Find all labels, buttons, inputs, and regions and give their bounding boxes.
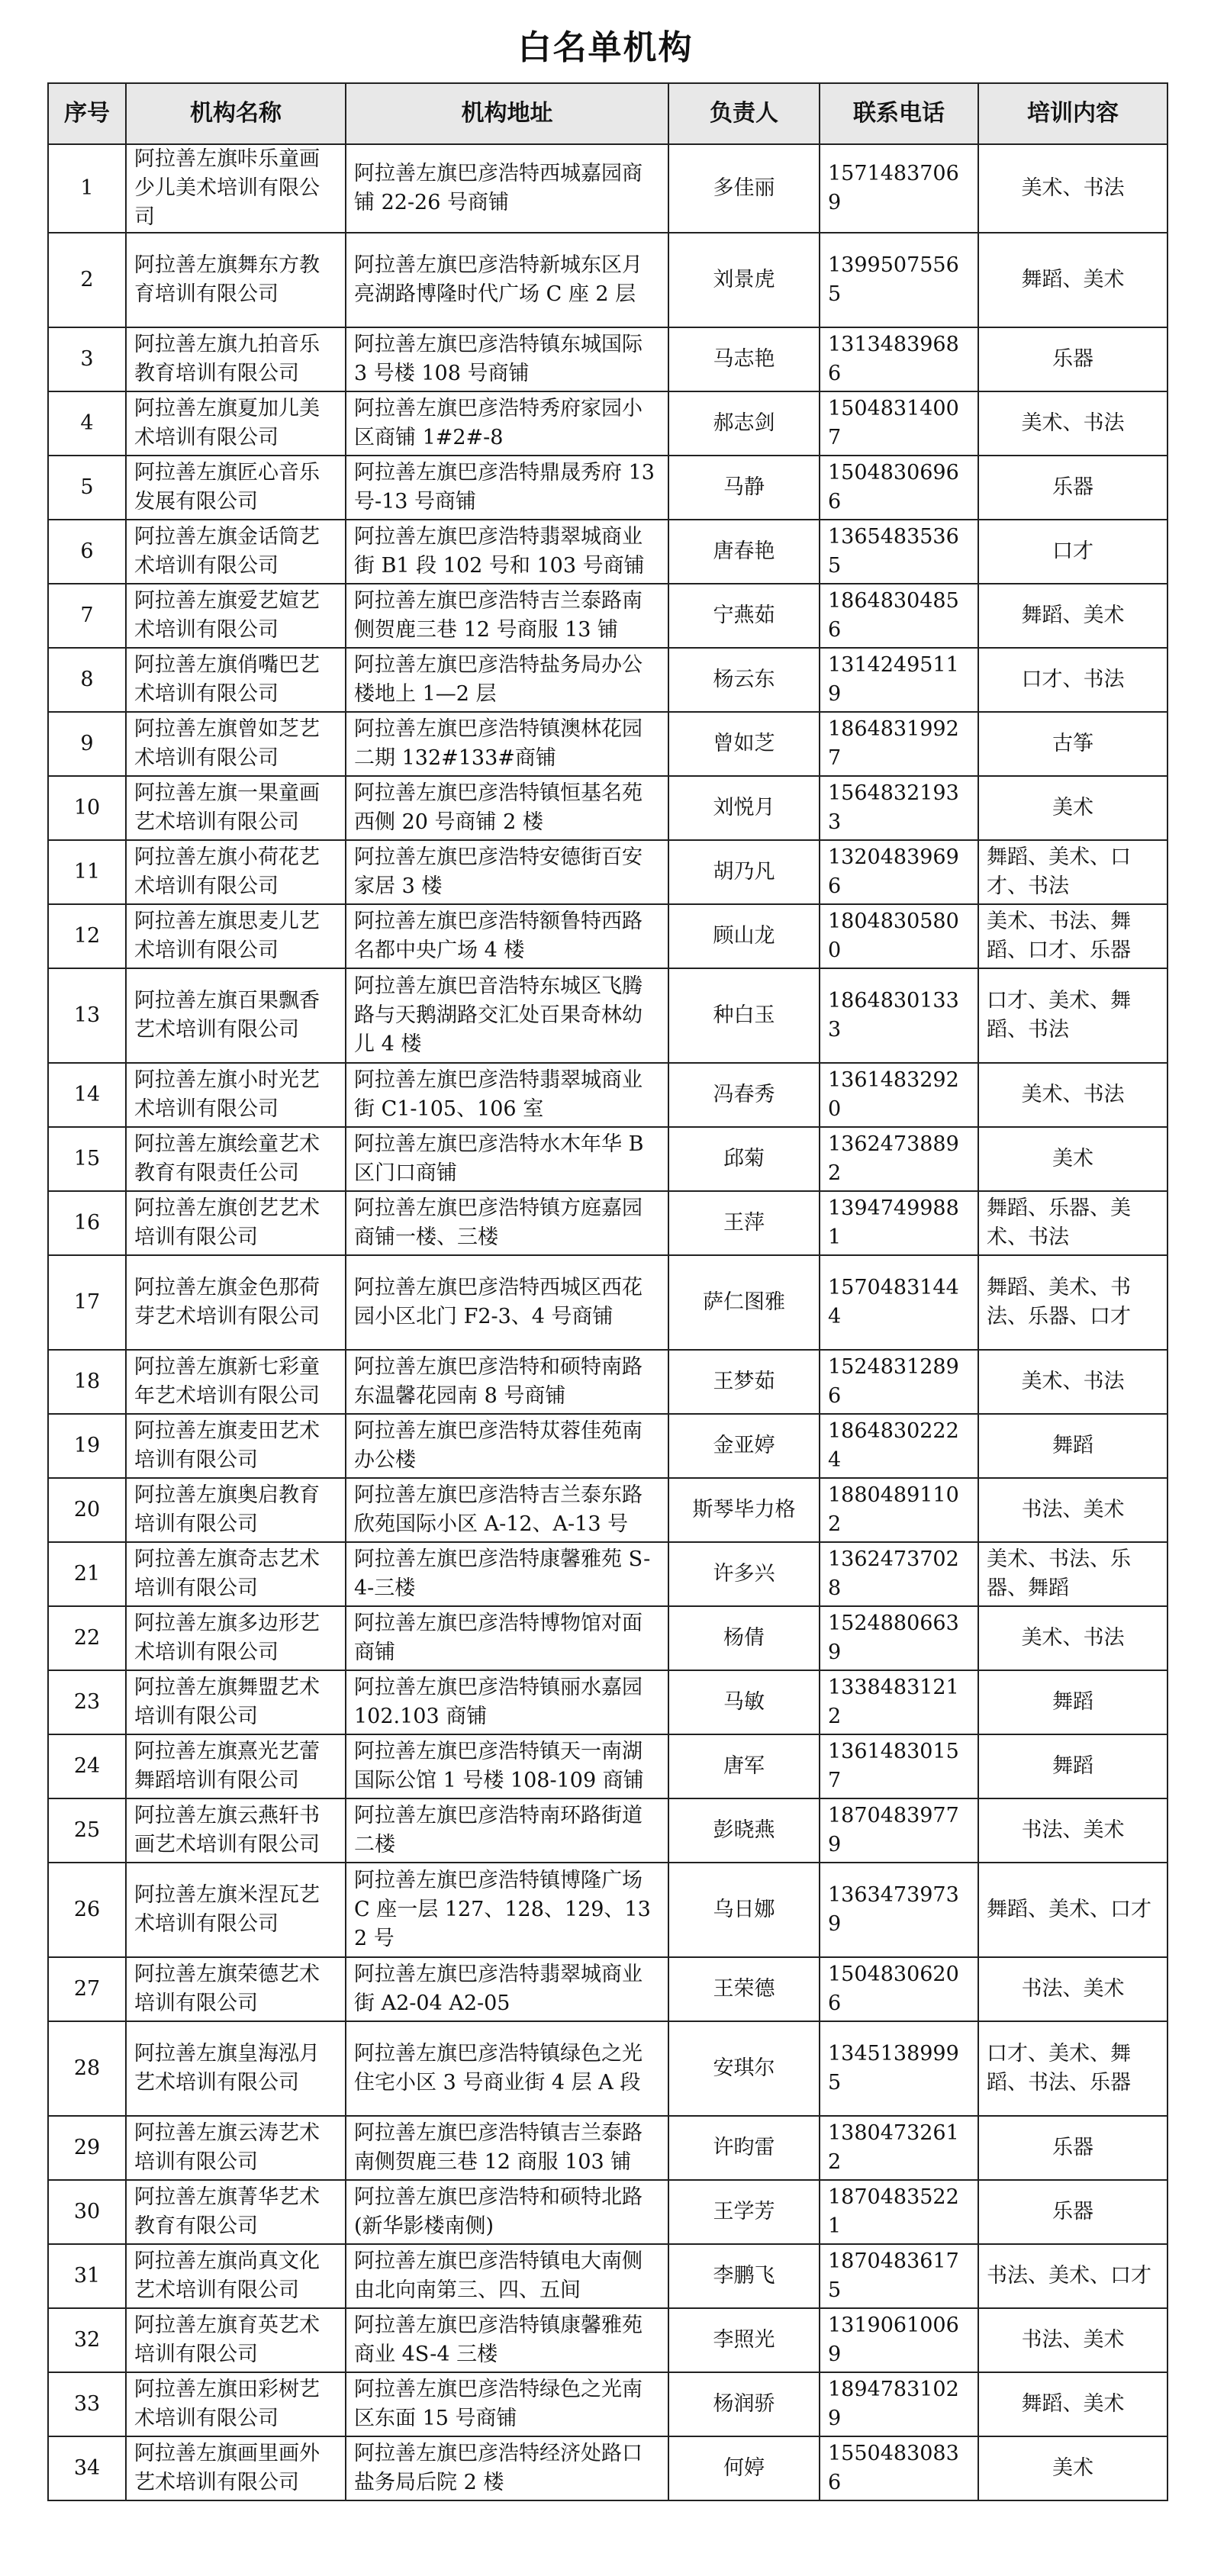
- org-name-cell: 阿拉善左旗田彩树艺术培训有限公司: [126, 2372, 346, 2436]
- table-row: [48, 1734, 1168, 1798]
- org-address-cell: 阿拉善左旗巴彦浩特康馨雅苑 S-4-三楼: [346, 1542, 668, 1606]
- training-content-cell: 舞蹈、美术: [978, 233, 1168, 327]
- org-name-cell: 阿拉善左旗尚真文化艺术培训有限公司: [126, 2244, 346, 2308]
- person-cell: 多佳丽: [668, 144, 820, 233]
- person-cell: 许多兴: [668, 1542, 820, 1606]
- phone-cell: 18648304856: [820, 584, 978, 648]
- row-index: 10: [48, 776, 126, 840]
- org-address-cell: 阿拉善左旗巴彦浩特镇电大南侧由北向南第三、四、五间: [346, 2244, 668, 2308]
- table-row: [48, 520, 1168, 584]
- org-name-cell: 阿拉善左旗皇海泓月艺术培训有限公司: [126, 2021, 346, 2116]
- table-row: [48, 1255, 1168, 1350]
- org-address-cell: 阿拉善左旗巴彦浩特镇东城国际 3 号楼 108 号商铺: [346, 327, 668, 391]
- person-cell: 杨云东: [668, 648, 820, 712]
- row-index: 30: [48, 2180, 126, 2244]
- whitelist-table: [47, 82, 1168, 2501]
- org-address-cell: 阿拉善左旗巴彦浩特镇天一南湖国际公馆 1 号楼 108-109 商铺: [346, 1734, 668, 1798]
- table-row: [48, 1798, 1168, 1863]
- table-row: [48, 456, 1168, 520]
- header-org-name: 机构名称: [126, 83, 346, 144]
- table-row: [48, 1191, 1168, 1255]
- org-address-cell: 阿拉善左旗巴彦浩特翡翠城商业街 A2-04 A2-05: [346, 1957, 668, 2021]
- training-content-cell: 书法、美术: [978, 1478, 1168, 1542]
- org-name-cell: 阿拉善左旗育英艺术培训有限公司: [126, 2308, 346, 2372]
- table-row: [48, 1478, 1168, 1542]
- row-index: 27: [48, 1957, 126, 2021]
- org-name-cell: 阿拉善左旗百果飘香艺术培训有限公司: [126, 968, 346, 1063]
- person-cell: 顾山龙: [668, 904, 820, 968]
- person-cell: 唐军: [668, 1734, 820, 1798]
- org-address-cell: 阿拉善左旗巴彦浩特西城区西花园小区北门 F2-3、4 号商铺: [346, 1255, 668, 1350]
- row-index: 13: [48, 968, 126, 1063]
- row-index: 31: [48, 2244, 126, 2308]
- org-name-cell: 阿拉善左旗金话筒艺术培训有限公司: [126, 520, 346, 584]
- org-name-cell: 阿拉善左旗舞盟艺术培训有限公司: [126, 1670, 346, 1734]
- phone-cell: 15248312896: [820, 1350, 978, 1414]
- table-row: [48, 1670, 1168, 1734]
- row-index: 12: [48, 904, 126, 968]
- org-name-cell: 阿拉善左旗荣德艺术培训有限公司: [126, 1957, 346, 2021]
- phone-cell: 15048306966: [820, 456, 978, 520]
- person-cell: 刘景虎: [668, 233, 820, 327]
- org-address-cell: 阿拉善左旗巴彦浩特镇绿色之光住宅小区 3 号商业街 4 层 A 段: [346, 2021, 668, 2116]
- org-address-cell: 阿拉善左旗巴彦浩特吉兰泰路南侧贺鹿三巷 12 号商服 13 铺: [346, 584, 668, 648]
- row-index: 29: [48, 2116, 126, 2180]
- org-name-cell: 阿拉善左旗小时光艺术培训有限公司: [126, 1063, 346, 1127]
- row-index: 25: [48, 1798, 126, 1863]
- person-cell: 李照光: [668, 2308, 820, 2372]
- org-name-cell: 阿拉善左旗画里画外艺术培训有限公司: [126, 2436, 346, 2500]
- org-address-cell: 阿拉善左旗巴彦浩特和硕特南路东温馨花园南 8 号商铺: [346, 1350, 668, 1414]
- table-row: [48, 2436, 1168, 2500]
- org-address-cell: 阿拉善左旗巴彦浩特新城东区月亮湖路博隆时代广场 C 座 2 层: [346, 233, 668, 327]
- table-row: [48, 1350, 1168, 1414]
- row-index: 21: [48, 1542, 126, 1606]
- phone-cell: 18048305800: [820, 904, 978, 968]
- org-name-cell: 阿拉善左旗一果童画艺术培训有限公司: [126, 776, 346, 840]
- person-cell: 胡乃凡: [668, 840, 820, 904]
- org-address-cell: 阿拉善左旗巴彦浩特盐务局办公楼地上 1—2 层: [346, 648, 668, 712]
- training-content-cell: 口才、美术、舞蹈、书法、乐器: [978, 2021, 1168, 2116]
- phone-cell: 13804732612: [820, 2116, 978, 2180]
- training-content-cell: 美术、书法: [978, 1063, 1168, 1127]
- table-row: [48, 144, 1168, 233]
- person-cell: 萨仁图雅: [668, 1255, 820, 1350]
- row-index: 4: [48, 391, 126, 456]
- org-name-cell: 阿拉善左旗夏加儿美术培训有限公司: [126, 391, 346, 456]
- org-name-cell: 阿拉善左旗云涛艺术培训有限公司: [126, 2116, 346, 2180]
- phone-cell: 18648301333: [820, 968, 978, 1063]
- org-name-cell: 阿拉善左旗曾如芝艺术培训有限公司: [126, 712, 346, 776]
- table-row: [48, 2372, 1168, 2436]
- training-content-cell: 舞蹈、美术: [978, 2372, 1168, 2436]
- person-cell: 马志艳: [668, 327, 820, 391]
- org-name-cell: 阿拉善左旗云燕轩书画艺术培训有限公司: [126, 1798, 346, 1863]
- table-row: [48, 712, 1168, 776]
- header-person-in-charge: 负责人: [668, 83, 820, 144]
- org-name-cell: 阿拉善左旗爱艺媗艺术培训有限公司: [126, 584, 346, 648]
- person-cell: 马敏: [668, 1670, 820, 1734]
- training-content-cell: 书法、美术、口才: [978, 2244, 1168, 2308]
- person-cell: 彭晓燕: [668, 1798, 820, 1863]
- training-content-cell: 美术、书法: [978, 1606, 1168, 1670]
- phone-cell: 13624738892: [820, 1127, 978, 1191]
- table-row: [48, 1127, 1168, 1191]
- org-name-cell: 阿拉善左旗小荷花艺术培训有限公司: [126, 840, 346, 904]
- phone-cell: 18804891102: [820, 1478, 978, 1542]
- row-index: 16: [48, 1191, 126, 1255]
- person-cell: 王梦茹: [668, 1350, 820, 1414]
- table-row: [48, 776, 1168, 840]
- phone-cell: 18704839779: [820, 1798, 978, 1863]
- training-content-cell: 乐器: [978, 2180, 1168, 2244]
- row-index: 8: [48, 648, 126, 712]
- person-cell: 李鹏飞: [668, 2244, 820, 2308]
- phone-cell: 13384831212: [820, 1670, 978, 1734]
- phone-cell: 13142495119: [820, 648, 978, 712]
- org-address-cell: 阿拉善左旗巴彦浩特镇丽水嘉园 102.103 商铺: [346, 1670, 668, 1734]
- table-row: [48, 2308, 1168, 2372]
- table-row: [48, 233, 1168, 327]
- table-row: [48, 904, 1168, 968]
- table-row: [48, 1063, 1168, 1127]
- training-content-cell: 美术、书法: [978, 391, 1168, 456]
- row-index: 15: [48, 1127, 126, 1191]
- training-content-cell: 美术、书法、舞蹈、口才、乐器: [978, 904, 1168, 968]
- org-address-cell: 阿拉善左旗巴彦浩特安德街百安家居 3 楼: [346, 840, 668, 904]
- phone-cell: 15714837069: [820, 144, 978, 233]
- row-index: 20: [48, 1478, 126, 1542]
- phone-cell: 13654835365: [820, 520, 978, 584]
- phone-cell: 13947499881: [820, 1191, 978, 1255]
- person-cell: 马静: [668, 456, 820, 520]
- org-name-cell: 阿拉善左旗俏嘴巴艺术培训有限公司: [126, 648, 346, 712]
- row-index: 2: [48, 233, 126, 327]
- phone-cell: 15648321933: [820, 776, 978, 840]
- table-row: [48, 1414, 1168, 1478]
- training-content-cell: 舞蹈、美术: [978, 584, 1168, 648]
- org-address-cell: 阿拉善左旗巴彦浩特镇吉兰泰路南侧贺鹿三巷 12 商服 103 铺: [346, 2116, 668, 2180]
- training-content-cell: 舞蹈: [978, 1414, 1168, 1478]
- row-index: 19: [48, 1414, 126, 1478]
- org-address-cell: 阿拉善左旗巴彦浩特水木年华 B 区门口商铺: [346, 1127, 668, 1191]
- org-address-cell: 阿拉善左旗巴彦浩特镇方庭嘉园商铺一楼、三楼: [346, 1191, 668, 1255]
- row-index: 14: [48, 1063, 126, 1127]
- org-address-cell: 阿拉善左旗巴彦浩特额鲁特西路名都中央广场 4 楼: [346, 904, 668, 968]
- row-index: 32: [48, 2308, 126, 2372]
- phone-cell: 18648319927: [820, 712, 978, 776]
- table-row: [48, 840, 1168, 904]
- table-row: [48, 968, 1168, 1063]
- row-index: 3: [48, 327, 126, 391]
- person-cell: 许昀雷: [668, 2116, 820, 2180]
- table-row: [48, 1542, 1168, 1606]
- org-address-cell: 阿拉善左旗巴彦浩特吉兰泰东路欣苑国际小区 A-12、A-13 号: [346, 1478, 668, 1542]
- person-cell: 王学芳: [668, 2180, 820, 2244]
- org-address-cell: 阿拉善左旗巴彦浩特鼎晟秀府 13 号-13 号商铺: [346, 456, 668, 520]
- person-cell: 冯春秀: [668, 1063, 820, 1127]
- training-content-cell: 舞蹈: [978, 1670, 1168, 1734]
- org-address-cell: 阿拉善左旗巴彦浩特镇博隆广场 C 座一层 127、128、129、132 号: [346, 1863, 668, 1957]
- org-address-cell: 阿拉善左旗巴彦浩特苁蓉佳苑南办公楼: [346, 1414, 668, 1478]
- training-content-cell: 舞蹈、美术、口才: [978, 1863, 1168, 1957]
- org-address-cell: 阿拉善左旗巴彦浩特镇澳林花园二期 132#133#商铺: [346, 712, 668, 776]
- table-body: [48, 144, 1168, 2500]
- org-name-cell: 阿拉善左旗咔乐童画少儿美术培训有限公司: [126, 144, 346, 233]
- phone-cell: 15504830836: [820, 2436, 978, 2500]
- person-cell: 乌日娜: [668, 1863, 820, 1957]
- row-index: 23: [48, 1670, 126, 1734]
- phone-cell: 13190610069: [820, 2308, 978, 2372]
- training-content-cell: 美术、书法: [978, 144, 1168, 233]
- table-row: [48, 1606, 1168, 1670]
- header-phone: 联系电话: [820, 83, 978, 144]
- phone-cell: 13614830157: [820, 1734, 978, 1798]
- row-index: 11: [48, 840, 126, 904]
- training-content-cell: 舞蹈: [978, 1734, 1168, 1798]
- row-index: 33: [48, 2372, 126, 2436]
- org-name-cell: 阿拉善左旗麦田艺术培训有限公司: [126, 1414, 346, 1478]
- training-content-cell: 口才: [978, 520, 1168, 584]
- org-name-cell: 阿拉善左旗多边形艺术培训有限公司: [126, 1606, 346, 1670]
- training-content-cell: 美术: [978, 776, 1168, 840]
- row-index: 28: [48, 2021, 126, 2116]
- table-row: [48, 584, 1168, 648]
- phone-cell: 15704831444: [820, 1255, 978, 1350]
- page-title: 白名单机构: [517, 28, 694, 67]
- org-address-cell: 阿拉善左旗巴彦浩特绿色之光南区东面 15 号商铺: [346, 2372, 668, 2436]
- org-name-cell: 阿拉善左旗思麦儿艺术培训有限公司: [126, 904, 346, 968]
- org-address-cell: 阿拉善左旗巴彦浩特经济处路口盐务局后院 2 楼: [346, 2436, 668, 2500]
- training-content-cell: 书法、美术: [978, 1798, 1168, 1863]
- training-content-cell: 美术: [978, 1127, 1168, 1191]
- org-name-cell: 阿拉善左旗金色那荷芽艺术培训有限公司: [126, 1255, 346, 1350]
- org-name-cell: 阿拉善左旗菁华艺术教育有限公司: [126, 2180, 346, 2244]
- person-cell: 王萍: [668, 1191, 820, 1255]
- row-index: 24: [48, 1734, 126, 1798]
- person-cell: 曾如芝: [668, 712, 820, 776]
- phone-cell: 13134839686: [820, 327, 978, 391]
- person-cell: 金亚婷: [668, 1414, 820, 1478]
- org-name-cell: 阿拉善左旗创艺艺术培训有限公司: [126, 1191, 346, 1255]
- org-address-cell: 阿拉善左旗巴彦浩特博物馆对面商铺: [346, 1606, 668, 1670]
- row-index: 34: [48, 2436, 126, 2500]
- person-cell: 刘悦月: [668, 776, 820, 840]
- org-name-cell: 阿拉善左旗米涅瓦艺术培训有限公司: [126, 1863, 346, 1957]
- training-content-cell: 口才、书法: [978, 648, 1168, 712]
- person-cell: 种白玉: [668, 968, 820, 1063]
- phone-cell: 18947831029: [820, 2372, 978, 2436]
- phone-cell: 15048314007: [820, 391, 978, 456]
- row-index: 26: [48, 1863, 126, 1957]
- table-row: [48, 1863, 1168, 1957]
- person-cell: 斯琴毕力格: [668, 1478, 820, 1542]
- org-address-cell: 阿拉善左旗巴彦浩特和硕特北路(新华影楼南侧): [346, 2180, 668, 2244]
- phone-cell: 15048306206: [820, 1957, 978, 2021]
- table-header-row: [48, 83, 1168, 144]
- training-content-cell: 美术、书法、乐器、舞蹈: [978, 1542, 1168, 1606]
- table-row: [48, 2180, 1168, 2244]
- training-content-cell: 乐器: [978, 456, 1168, 520]
- org-name-cell: 阿拉善左旗熹光艺蕾舞蹈培训有限公司: [126, 1734, 346, 1798]
- org-name-cell: 阿拉善左旗舞东方教育培训有限公司: [126, 233, 346, 327]
- org-name-cell: 阿拉善左旗奇志艺术培训有限公司: [126, 1542, 346, 1606]
- person-cell: 邱菊: [668, 1127, 820, 1191]
- phone-cell: 18648302224: [820, 1414, 978, 1478]
- training-content-cell: 舞蹈、美术、口才、书法: [978, 840, 1168, 904]
- row-index: 7: [48, 584, 126, 648]
- org-name-cell: 阿拉善左旗奥启教育培训有限公司: [126, 1478, 346, 1542]
- person-cell: 杨润骄: [668, 2372, 820, 2436]
- row-index: 18: [48, 1350, 126, 1414]
- org-address-cell: 阿拉善左旗巴彦浩特南环路街道二楼: [346, 1798, 668, 1863]
- row-index: 5: [48, 456, 126, 520]
- phone-cell: 13634739739: [820, 1863, 978, 1957]
- phone-cell: 13204839696: [820, 840, 978, 904]
- table-row: [48, 2021, 1168, 2116]
- person-cell: 郝志剑: [668, 391, 820, 456]
- person-cell: 王荣德: [668, 1957, 820, 2021]
- org-address-cell: 阿拉善左旗巴彦浩特翡翠城商业街 B1 段 102 号和 103 号商铺: [346, 520, 668, 584]
- person-cell: 宁燕茹: [668, 584, 820, 648]
- training-content-cell: 美术、书法: [978, 1350, 1168, 1414]
- phone-cell: 15248806639: [820, 1606, 978, 1670]
- training-content-cell: 书法、美术: [978, 1957, 1168, 2021]
- phone-cell: 13995075565: [820, 233, 978, 327]
- org-name-cell: 阿拉善左旗九拍音乐教育培训有限公司: [126, 327, 346, 391]
- row-index: 17: [48, 1255, 126, 1350]
- training-content-cell: 美术: [978, 2436, 1168, 2500]
- training-content-cell: 乐器: [978, 2116, 1168, 2180]
- header-index: 序号: [48, 83, 126, 144]
- phone-cell: 13451389995: [820, 2021, 978, 2116]
- table-row: [48, 391, 1168, 456]
- row-index: 6: [48, 520, 126, 584]
- table-row: [48, 327, 1168, 391]
- phone-cell: 13624737028: [820, 1542, 978, 1606]
- person-cell: 何婷: [668, 2436, 820, 2500]
- header-training-content: 培训内容: [978, 83, 1168, 144]
- training-content-cell: 乐器: [978, 327, 1168, 391]
- training-content-cell: 口才、美术、舞蹈、书法: [978, 968, 1168, 1063]
- person-cell: 安琪尔: [668, 2021, 820, 2116]
- org-address-cell: 阿拉善左旗巴彦浩特翡翠城商业街 C1-105、106 室: [346, 1063, 668, 1127]
- training-content-cell: 舞蹈、美术、书法、乐器、口才: [978, 1255, 1168, 1350]
- org-address-cell: 阿拉善左旗巴彦浩特镇恒基名苑西侧 20 号商铺 2 楼: [346, 776, 668, 840]
- org-name-cell: 阿拉善左旗新七彩童年艺术培训有限公司: [126, 1350, 346, 1414]
- row-index: 1: [48, 144, 126, 233]
- org-address-cell: 阿拉善左旗巴彦浩特镇康馨雅苑商业 4S-4 三楼: [346, 2308, 668, 2372]
- org-name-cell: 阿拉善左旗匠心音乐发展有限公司: [126, 456, 346, 520]
- training-content-cell: 古筝: [978, 712, 1168, 776]
- table-row: [48, 2244, 1168, 2308]
- training-content-cell: 舞蹈、乐器、美术、书法: [978, 1191, 1168, 1255]
- row-index: 9: [48, 712, 126, 776]
- org-address-cell: 阿拉善左旗巴彦浩特西城嘉园商铺 22-26 号商铺: [346, 144, 668, 233]
- org-name-cell: 阿拉善左旗绘童艺术教育有限责任公司: [126, 1127, 346, 1191]
- header-org-address: 机构地址: [346, 83, 668, 144]
- phone-cell: 18704835221: [820, 2180, 978, 2244]
- org-address-cell: 阿拉善左旗巴音浩特东城区飞腾路与天鹅湖路交汇处百果奇林幼儿 4 楼: [346, 968, 668, 1063]
- org-address-cell: 阿拉善左旗巴彦浩特秀府家园小区商铺 1#2#-8: [346, 391, 668, 456]
- phone-cell: 13614832920: [820, 1063, 978, 1127]
- table-row: [48, 1957, 1168, 2021]
- phone-cell: 18704836175: [820, 2244, 978, 2308]
- person-cell: 杨倩: [668, 1606, 820, 1670]
- person-cell: 唐春艳: [668, 520, 820, 584]
- table-row: [48, 648, 1168, 712]
- row-index: 22: [48, 1606, 126, 1670]
- table-row: [48, 2116, 1168, 2180]
- training-content-cell: 书法、美术: [978, 2308, 1168, 2372]
